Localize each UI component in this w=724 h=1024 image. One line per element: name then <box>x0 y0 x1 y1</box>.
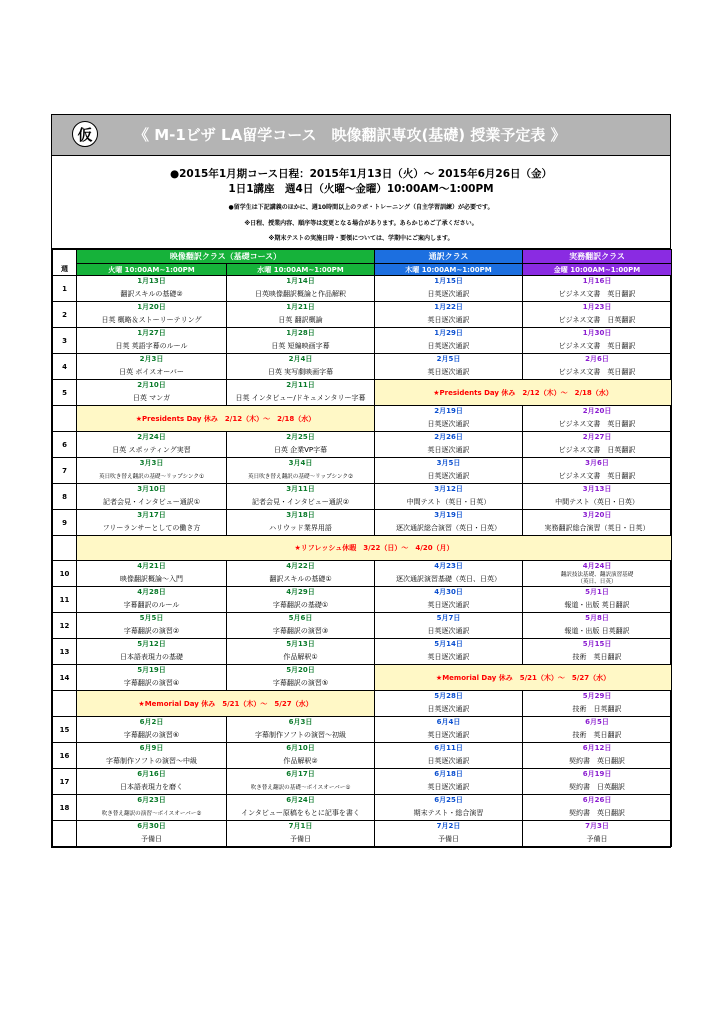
table-row <box>53 587 672 598</box>
subject-cell: 字幕翻訳のルール <box>77 597 227 613</box>
subject-cell: 英日逐次通訳 <box>375 779 523 795</box>
subject-cell: 日英 翻訳概論 <box>227 312 375 328</box>
date-cell: 1月27日 <box>77 328 227 339</box>
lab-training-note: ●留学生は下記講義のほかに、週10時間以上のラボ・トレーニング（自主学習訓練）が必要です。 <box>228 204 494 211</box>
holiday-presidents-day: ★Presidents Day 休み 2/12（木）～ 2/18（水） <box>375 380 672 406</box>
week-number: 6 <box>53 432 77 458</box>
date-cell: 5月14日 <box>375 639 523 650</box>
subject-cell: 作品解釈② <box>227 753 375 769</box>
date-cell: 6月12日 <box>523 743 672 754</box>
date-cell: 1月23日 <box>523 302 672 313</box>
date-cell: 5月29日 <box>523 691 672 702</box>
table-row <box>53 743 672 754</box>
week-number: 5 <box>53 380 77 406</box>
subject-cell: 報道・出版 日英翻訳 <box>523 623 672 639</box>
subject-cell: 英日逐次通訳 <box>375 727 523 743</box>
date-cell: 1月13日 <box>77 276 227 287</box>
schedule-sheet <box>51 114 671 848</box>
date-cell: 6月19日 <box>523 769 672 780</box>
subject-cell: 日英 実写劇映画字幕 <box>227 364 375 380</box>
subject-cell: 英日逐次通訳 <box>375 312 523 328</box>
subject-cell: 字幕翻訳の演習④ <box>77 675 227 691</box>
date-cell: 2月3日 <box>77 354 227 365</box>
week-number: 8 <box>53 484 77 510</box>
tue-header: 火曜 10:00AM~1:00PM <box>77 264 227 276</box>
subject-cell: 中間テスト（英日・日英） <box>375 494 523 510</box>
table-row <box>53 665 672 676</box>
subject-cell: 契約書 英日翻訳 <box>523 753 672 769</box>
subject-cell: 日英 概略＆ストーリーテリング <box>77 312 227 328</box>
table-row <box>53 571 672 587</box>
date-cell: 5月7日 <box>375 613 523 624</box>
subject-cell: 日英 英語字幕のルール <box>77 338 227 354</box>
subject-cell: 契約書 日英翻訳 <box>523 779 672 795</box>
date-cell: 6月16日 <box>77 769 227 780</box>
table-row <box>53 613 672 624</box>
table-row <box>53 442 672 458</box>
subject-cell: 英日吹き替え翻訳の基礎～リップシンク① <box>77 468 227 484</box>
subject-cell: ビジネス文書 英日翻訳 <box>523 286 672 302</box>
date-cell: 1月28日 <box>227 328 375 339</box>
schedule-table <box>52 249 672 847</box>
week-header-top <box>53 250 77 264</box>
date-cell: 1月29日 <box>375 328 523 339</box>
subject-line: 翻訳技法基礎、翻訳演習基礎 <box>560 571 634 578</box>
table-row <box>53 468 672 484</box>
subject-cell: ビジネス文書 日英翻訳 <box>523 312 672 328</box>
date-cell: 5月28日 <box>375 691 523 702</box>
subject-cell: 日本語表現力の基礎 <box>77 649 227 665</box>
holiday-refresh-break: ★リフレッシュ休暇 3/22（日）～ 4/20（月） <box>77 536 672 561</box>
course-hours: 1日1講座 週4日（火曜～金曜）10:00AM～1:00PM <box>228 183 494 195</box>
date-cell: 6月25日 <box>375 795 523 806</box>
table-row <box>53 727 672 743</box>
date-cell: 3月20日 <box>523 510 672 521</box>
week-number: 16 <box>53 743 77 769</box>
table-row <box>53 821 672 832</box>
date-cell: 2月11日 <box>227 380 375 391</box>
group-basic-header: 映像翻訳クラス（基礎コース） <box>77 250 375 264</box>
group-practical-header: 実務翻訳クラス <box>523 250 672 264</box>
subject-cell: 予備日 <box>523 831 672 847</box>
subject-cell: ビジネス文書 英日翻訳 <box>523 364 672 380</box>
subject-cell: 英日逐次通訳 <box>375 597 523 613</box>
page-title: 《 M-1ビザ LA留学コース 映像翻訳専攻(基礎) 授業予定表 》 <box>134 126 566 144</box>
table-row <box>53 831 672 847</box>
week-number: 14 <box>53 665 77 691</box>
date-cell: 6月3日 <box>227 717 375 728</box>
subject-cell: 字幕翻訳の基礎① <box>227 597 375 613</box>
date-cell: 7月1日 <box>227 821 375 832</box>
subject-cell: 契約書 英日翻訳 <box>523 805 672 821</box>
subject-cell: 記者会見・インタビュー通訳② <box>227 494 375 510</box>
date-cell: 4月23日 <box>375 561 523 572</box>
date-cell: 4月30日 <box>375 587 523 598</box>
table-row <box>53 649 672 665</box>
date-cell: 6月11日 <box>375 743 523 754</box>
date-cell: 3月17日 <box>77 510 227 521</box>
date-cell: 6月30日 <box>77 821 227 832</box>
table-row <box>53 639 672 650</box>
table-row <box>53 406 672 417</box>
subject-cell: 日英逐次通訳 <box>375 701 523 717</box>
course-dates: ●2015年1月期コース日程：2015年1月13日（火）～ 2015年6月26日（金） <box>169 168 553 180</box>
week-number: 4 <box>53 354 77 380</box>
week-number: 9 <box>53 510 77 536</box>
table-row <box>53 753 672 769</box>
subject-cell: 日英映像翻訳概論と作品解釈 <box>227 286 375 302</box>
week-number: 13 <box>53 639 77 665</box>
date-cell: 2月19日 <box>375 406 523 417</box>
date-cell: 2月24日 <box>77 432 227 443</box>
group-interp-header: 通訳クラス <box>375 250 523 264</box>
date-cell: 2月10日 <box>77 380 227 391</box>
subject-cell: 日英逐次通訳 <box>375 468 523 484</box>
thu-header: 木曜 10:00AM~1:00PM <box>375 264 523 276</box>
week-number: 3 <box>53 328 77 354</box>
table-row <box>53 494 672 510</box>
subject-line: （英日、日英） <box>577 578 617 585</box>
week-number: 7 <box>53 458 77 484</box>
subject-cell: ビジネス文書 日英翻訳 <box>523 442 672 458</box>
date-cell: 4月21日 <box>77 561 227 572</box>
date-cell: 1月16日 <box>523 276 672 287</box>
date-cell: 4月24日 <box>523 561 672 572</box>
table-row <box>53 458 672 469</box>
date-cell: 6月9日 <box>77 743 227 754</box>
date-cell: 4月28日 <box>77 587 227 598</box>
subject-cell <box>523 571 672 587</box>
table-row <box>53 286 672 302</box>
table-row <box>53 364 672 380</box>
date-cell: 3月5日 <box>375 458 523 469</box>
date-cell: 3月13日 <box>523 484 672 495</box>
date-cell: 5月8日 <box>523 613 672 624</box>
subject-cell: 日英逐次通訳 <box>375 753 523 769</box>
table-row <box>53 510 672 521</box>
subject-cell: 日英 短編映画字幕 <box>227 338 375 354</box>
subject-cell: 字幕翻訳の演習⑥ <box>77 727 227 743</box>
fri-header: 金曜 10:00AM~1:00PM <box>523 264 672 276</box>
subject-cell: 技術 英日翻訳 <box>523 649 672 665</box>
date-cell: 3月18日 <box>227 510 375 521</box>
date-cell: 1月14日 <box>227 276 375 287</box>
subject-cell: 技術 日英翻訳 <box>523 701 672 717</box>
holiday-presidents-day: ★Presidents Day 休み 2/12（木）～ 2/18（水） <box>77 406 375 432</box>
date-cell: 5月20日 <box>227 665 375 676</box>
subject-cell: 日英 マンガ <box>77 390 227 406</box>
date-cell: 6月17日 <box>227 769 375 780</box>
table-row <box>53 536 672 561</box>
title-bar <box>52 115 670 156</box>
table-row <box>53 432 672 443</box>
week-header: 週 <box>53 264 77 276</box>
subject-cell: 作品解釈① <box>227 649 375 665</box>
wed-header: 水曜 10:00AM~1:00PM <box>227 264 375 276</box>
provisional-badge: 仮 <box>72 121 98 147</box>
week-number: 2 <box>53 302 77 328</box>
date-cell: 3月12日 <box>375 484 523 495</box>
date-cell: 7月2日 <box>375 821 523 832</box>
subject-cell: 予備日 <box>77 831 227 847</box>
subject-cell: 日英逐次通訳 <box>375 286 523 302</box>
subject-cell: 日英 スポッティング実習 <box>77 442 227 458</box>
date-cell: 5月1日 <box>523 587 672 598</box>
week-number-empty <box>53 536 77 561</box>
subject-cell: インタビュー原稿をもとに記事を書く <box>227 805 375 821</box>
week-number: 18 <box>53 795 77 821</box>
header-row-days <box>53 264 672 276</box>
subject-cell: 日英 インタビュー/ドキュメンタリー字幕 <box>227 390 375 406</box>
table-row <box>53 520 672 536</box>
date-cell: 1月15日 <box>375 276 523 287</box>
subject-cell: フリーランサーとしての働き方 <box>77 520 227 536</box>
date-cell: 1月21日 <box>227 302 375 313</box>
date-cell: 2月5日 <box>375 354 523 365</box>
table-row <box>53 354 672 365</box>
date-cell: 5月15日 <box>523 639 672 650</box>
date-cell: 2月6日 <box>523 354 672 365</box>
subject-cell: 字幕翻訳の演習③ <box>227 623 375 639</box>
week-number: 1 <box>53 276 77 302</box>
subject-cell: 吹き替え翻訳の演習～ボイスオーバー② <box>77 805 227 821</box>
subject-cell: ビジネス文書 英日翻訳 <box>523 416 672 432</box>
date-cell: 2月26日 <box>375 432 523 443</box>
table-row <box>53 691 672 702</box>
subject-cell: 日英 ボイスオーバー <box>77 364 227 380</box>
week-number: 15 <box>53 717 77 743</box>
table-row <box>53 717 672 728</box>
subject-cell: 実務翻訳総合演習（英日・日英） <box>523 520 672 536</box>
date-cell: 6月23日 <box>77 795 227 806</box>
header-row-groups <box>53 250 672 264</box>
subject-cell: 日英逐次通訳 <box>375 338 523 354</box>
date-cell: 5月12日 <box>77 639 227 650</box>
date-cell: 5月19日 <box>77 665 227 676</box>
week-number: 12 <box>53 613 77 639</box>
subject-cell: ビジネス文書 英日翻訳 <box>523 468 672 484</box>
subject-cell: 予備日 <box>227 831 375 847</box>
date-cell: 4月22日 <box>227 561 375 572</box>
subject-cell: 字幕制作ソフトの演習～初級 <box>227 727 375 743</box>
date-cell: 4月29日 <box>227 587 375 598</box>
date-cell: 5月13日 <box>227 639 375 650</box>
holiday-memorial-day: ★Memorial Day 休み 5/21（木）～ 5/27（水） <box>77 691 375 717</box>
subject-cell: 予備日 <box>375 831 523 847</box>
subject-cell: 逐次通訳演習基礎（英日、日英） <box>375 571 523 587</box>
week-number-empty <box>53 821 77 847</box>
subject-cell: 翻訳スキルの基礎② <box>77 286 227 302</box>
date-cell: 3月10日 <box>77 484 227 495</box>
subject-cell: 期末テスト・総合演習 <box>375 805 523 821</box>
date-cell: 2月20日 <box>523 406 672 417</box>
date-cell: 3月4日 <box>227 458 375 469</box>
week-number: 10 <box>53 561 77 587</box>
subject-cell: 逐次通訳総合演習（英日・日英） <box>375 520 523 536</box>
date-cell: 7月3日 <box>523 821 672 832</box>
date-cell: 2月27日 <box>523 432 672 443</box>
date-cell: 6月18日 <box>375 769 523 780</box>
subject-cell: 中間テスト（英日・日英） <box>523 494 672 510</box>
date-cell: 3月3日 <box>77 458 227 469</box>
course-info <box>52 156 670 249</box>
table-row <box>53 380 672 391</box>
table-row <box>53 623 672 639</box>
table-row <box>53 276 672 287</box>
subject-cell: 映像翻訳概論～入門 <box>77 571 227 587</box>
table-row <box>53 484 672 495</box>
subject-cell: 英日逐次通訳 <box>375 442 523 458</box>
table-row <box>53 328 672 339</box>
subject-cell: 吹き替え翻訳の基礎～ボイスオーバー① <box>227 779 375 795</box>
subject-cell: 日英 企業VP字幕 <box>227 442 375 458</box>
subject-cell: 技術 英日翻訳 <box>523 727 672 743</box>
table-row <box>53 312 672 328</box>
subject-cell: ハリウッド業界用語 <box>227 520 375 536</box>
subject-cell: 報道・出版 英日翻訳 <box>523 597 672 613</box>
subject-cell: 英日逐次通訳 <box>375 364 523 380</box>
table-row <box>53 795 672 806</box>
subject-cell: 英日逐次通訳 <box>375 649 523 665</box>
week-number-empty <box>53 691 77 717</box>
week-number: 17 <box>53 769 77 795</box>
subject-cell: 字幕翻訳の演習⑤ <box>227 675 375 691</box>
table-row <box>53 805 672 821</box>
subject-cell: 翻訳スキルの基礎① <box>227 571 375 587</box>
final-exam-note: ※期末テストの実施日時・要領については、学期中にご案内します。 <box>268 235 454 242</box>
subject-cell: 日本語表現力を磨く <box>77 779 227 795</box>
date-cell: 1月30日 <box>523 328 672 339</box>
table-row <box>53 302 672 313</box>
date-cell: 1月20日 <box>77 302 227 313</box>
date-cell: 2月25日 <box>227 432 375 443</box>
date-cell: 6月5日 <box>523 717 672 728</box>
subject-cell: 日英逐次通訳 <box>375 416 523 432</box>
date-cell: 3月6日 <box>523 458 672 469</box>
date-cell: 6月24日 <box>227 795 375 806</box>
table-row <box>53 597 672 613</box>
date-cell: 2月4日 <box>227 354 375 365</box>
week-number: 11 <box>53 587 77 613</box>
date-cell: 3月19日 <box>375 510 523 521</box>
table-row <box>53 338 672 354</box>
date-cell: 5月6日 <box>227 613 375 624</box>
subject-cell: 字幕翻訳の演習② <box>77 623 227 639</box>
table-row <box>53 779 672 795</box>
table-row <box>53 561 672 572</box>
date-cell: 1月22日 <box>375 302 523 313</box>
week-number-empty <box>53 406 77 432</box>
date-cell: 6月2日 <box>77 717 227 728</box>
date-cell: 5月5日 <box>77 613 227 624</box>
date-cell: 6月10日 <box>227 743 375 754</box>
holiday-memorial-day: ★Memorial Day 休み 5/21（木）～ 5/27（水） <box>375 665 672 691</box>
subject-cell: ビジネス文書 英日翻訳 <box>523 338 672 354</box>
change-note: ※日程、授業内容、順序等は変更となる場合があります。あらかじめご了承ください。 <box>244 220 478 227</box>
date-cell: 3月11日 <box>227 484 375 495</box>
subject-cell: 英日吹き替え翻訳の基礎～リップシンク② <box>227 468 375 484</box>
subject-cell: 日英逐次通訳 <box>375 623 523 639</box>
subject-cell: 記者会見・インタビュー通訳① <box>77 494 227 510</box>
date-cell: 6月4日 <box>375 717 523 728</box>
date-cell: 6月26日 <box>523 795 672 806</box>
table-row <box>53 769 672 780</box>
subject-cell: 字幕制作ソフトの演習～中級 <box>77 753 227 769</box>
